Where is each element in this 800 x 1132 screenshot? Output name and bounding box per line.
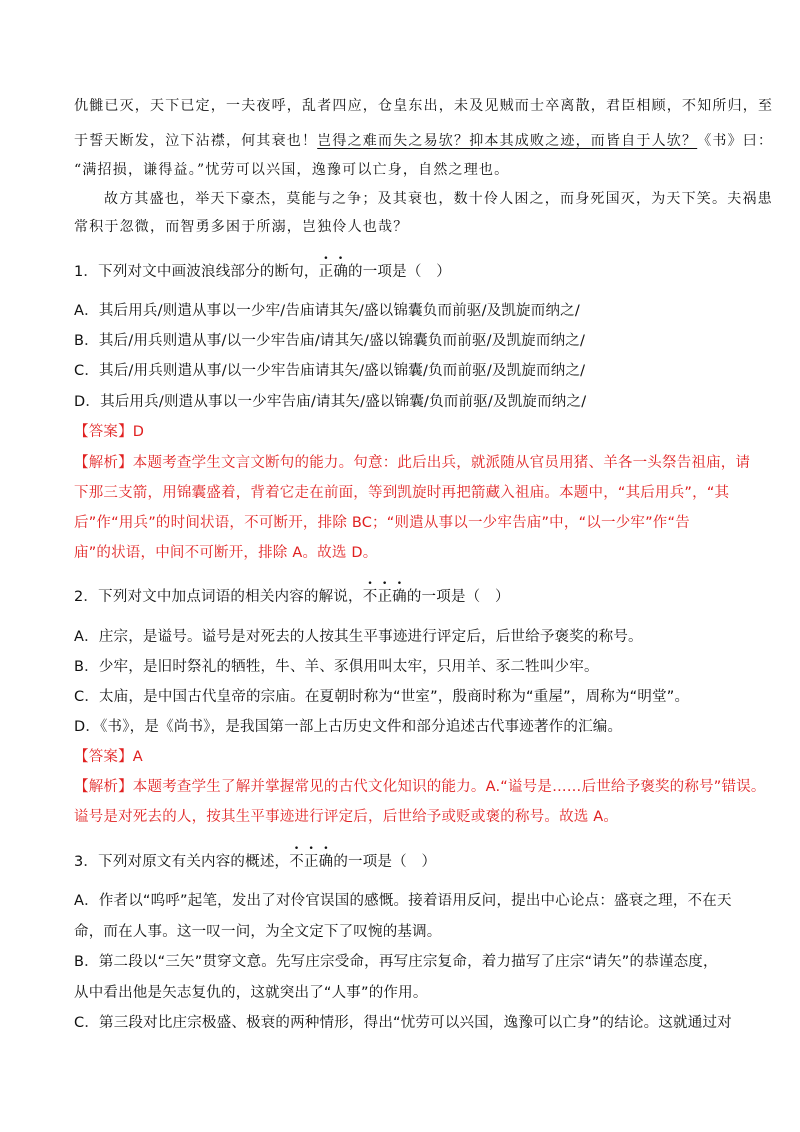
q3-stem-tail: 的一项是（ ） xyxy=(333,854,437,870)
q2-analysis-line-2: 谥号是对死去的人，按其生平事迹进行评定后，后世给予或贬或褒的称号。故选 A。 xyxy=(74,809,619,825)
passage-line-2 xyxy=(74,131,773,151)
q1-option-b: B．其后/用兵则遣从事/以一少牢告庙/请其矢/盛以锦囊负而前驱/及凯旋而纳之/ xyxy=(74,333,586,349)
q1-option-c: C．其后/用兵则遣从事/以一少牢告庙请其矢/盛以锦囊/负而前驱/及凯旋而纳之/ xyxy=(74,363,586,379)
emphasis-dot-char: 确 xyxy=(392,589,407,605)
q3-stem xyxy=(74,852,436,872)
emphasis-dot-char: 不 xyxy=(362,589,378,605)
q3-option-b-line-2: 从中看出他是矢志复仇的，这就突出了“人事”的作用。 xyxy=(74,985,428,1001)
emphasis-dot-char: 确 xyxy=(333,264,349,280)
q1-stem-text: 1．下列对文中画波浪线部分的断句， xyxy=(74,264,319,280)
q1-stem xyxy=(74,262,451,282)
passage-line-1: 仇雠已灭，天下已定，一夫夜呼，乱者四应，仓皇东出，未及见贼而士卒离散，君臣相顾，不知所归，至 xyxy=(74,98,774,114)
q3-option-c-line-1: C．第三段对比庄宗极盛、极衰的两种情形，得出“忧劳可以兴国，逸豫可以亡身”的结论。这就通过对 xyxy=(74,1015,732,1031)
q1-analysis-line-1: 【解析】本题考查学生文言文断句的能力。句意：此后出兵，就派随从官员用猪、羊各一头祭告祖庙，请 xyxy=(74,455,751,471)
passage-line-4: 故方其盛也，举天下豪杰，莫能与之争；及其衰也，数十伶人困之，而身死国灭，为天下笑。夫祸患 xyxy=(104,191,773,207)
q2-answer: 【答案】A xyxy=(74,749,143,765)
q3-stem-text: 3．下列对原文有关内容的概述， xyxy=(74,854,290,870)
q2-analysis-line-1: 【解析】本题考查学生了解并掌握常见的古代文化知识的能力。A.“谥号是……后世给予褒奖的称号”错误。 xyxy=(74,779,766,795)
emphasis-dot-char: 正 xyxy=(303,854,319,870)
q2-stem-tail: 的一项是（ ） xyxy=(406,589,510,605)
passage-line-5: 常积于忽微，而智勇多困于所溺，岂独伶人也哉？ xyxy=(74,219,409,235)
q1-stem-tail: 的一项是（ ） xyxy=(348,264,451,280)
wavy-underlined-sentence: 岂得之难而失之易欤？抑本其成败之迹，而皆自于人欤？ xyxy=(317,133,698,149)
q2-stem xyxy=(74,587,510,607)
q1-analysis-line-3: 后”作“用兵”的时间状语，不可断开，排除 BC；“则遣从事以一少牢告庙”中，“以一少牢”作“告 xyxy=(74,515,690,531)
q3-option-a-line-2: 命，而在人事。这一叹一问，为全文定下了叹惋的基调。 xyxy=(74,924,442,940)
emphasis-dot-char: 正 xyxy=(377,589,393,605)
q1-option-a: A．其后用兵/则遣从事以一少牢/告庙请其矢/盛以锦囊负而前驱/及凯旋而纳之/ xyxy=(74,303,580,319)
q2-stem-text: 2．下列对文中加点词语的相关内容的解说， xyxy=(74,589,363,605)
q1-option-d: D．其后用兵/则遣从事以一少牢告庙/请其矢/盛以锦囊/负而前驱/及凯旋而纳之/ xyxy=(74,394,587,410)
q2-option-c: C．太庙，是中国古代皇帝的宗庙。在夏朝时称为“世室”，殷商时称为“重屋”，周称为“明堂”。 xyxy=(74,689,690,705)
q3-option-b-line-1: B．第二段以“三矢”贯穿文意。先写庄宗受命，再写庄宗复命，着力描写了庄宗“请矢”的恭谨态度， xyxy=(74,954,718,970)
q3-option-a-line-1: A．作者以“呜呼”起笔，发出了对伶官误国的感慨。接着语用反问，提出中心论点：盛衰之理，不在天 xyxy=(74,893,732,909)
q2-option-b: B．少牢，是旧时祭礼的牺牲，牛、羊、豕俱用叫太牢，只用羊、豕二牲叫少牢。 xyxy=(74,659,599,675)
q1-answer: 【答案】D xyxy=(74,424,145,440)
emphasis-dot-char: 正 xyxy=(318,264,334,280)
q2-option-a: A．庄宗，是谥号。谥号是对死去的人按其生平事迹进行评定后，后世给予褒奖的称号。 xyxy=(74,629,643,645)
q2-option-d: D．《书》，是《尚书》，是我国第一部上古历史文件和部分追述古代事迹著作的汇编。 xyxy=(74,719,623,735)
passage-line-2-pre: 于誓天断发，泣下沾襟，何其衰也！ xyxy=(74,133,318,149)
passage-line-2-post: 《书》曰： xyxy=(697,133,774,149)
q1-analysis-line-4: 庙”的状语，中间不可断开，排除 A。故选 D。 xyxy=(74,545,378,561)
emphasis-dot-char: 不 xyxy=(289,854,304,870)
emphasis-dot-char: 确 xyxy=(318,854,334,870)
passage-line-3: “满招损，谦得益。”忧劳可以兴国，逸豫可以亡身，自然之理也。 xyxy=(74,162,510,178)
q1-analysis-line-2: 下那三支箭，用锦囊盛着，背着它走在前面，等到凯旋时再把箭藏入祖庙。本题中，“其后用兵”，“其 xyxy=(74,485,730,501)
